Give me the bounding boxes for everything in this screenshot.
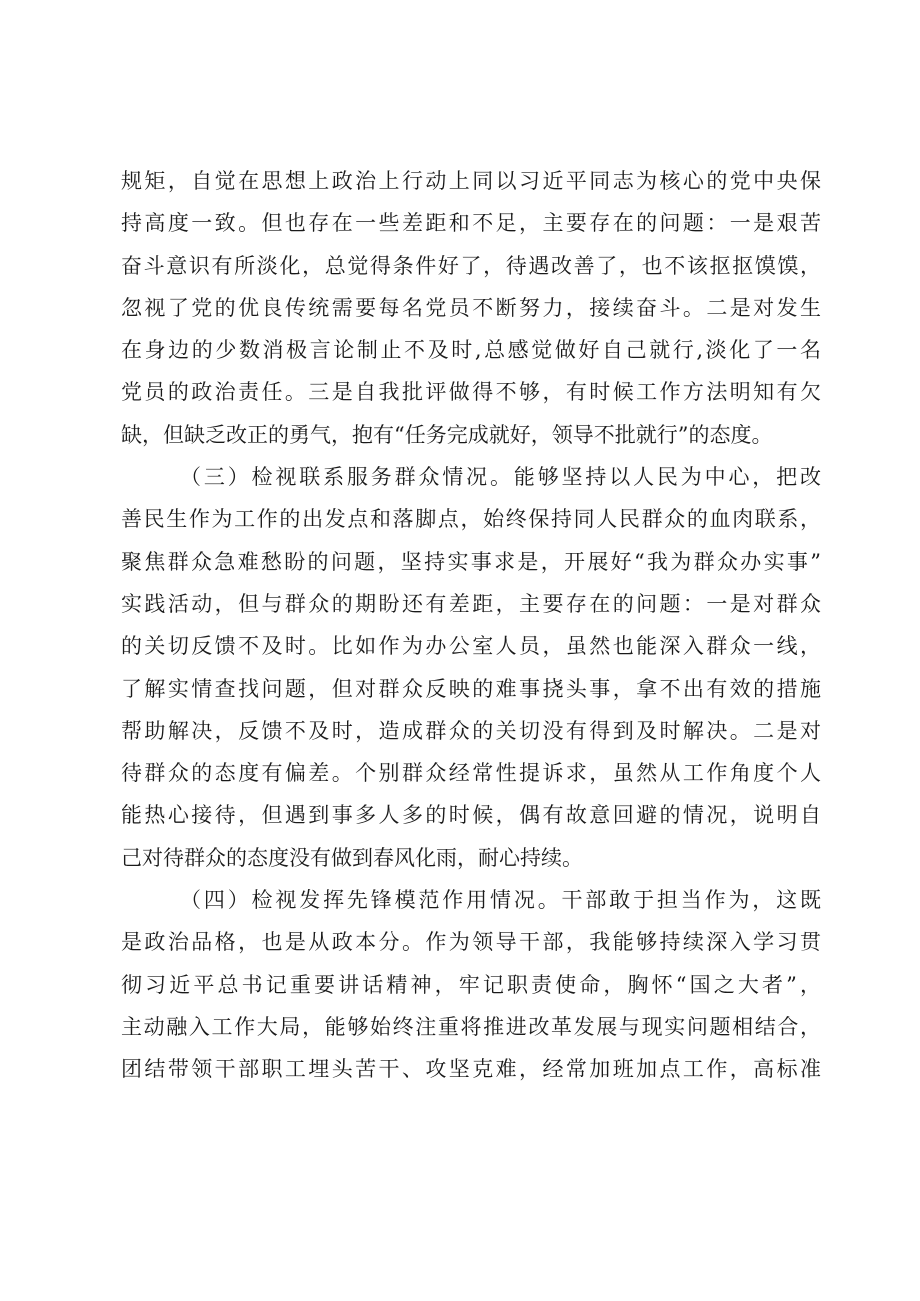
text-line: 能热心接待，但遇到事多人多的时候，偶有故意回避的情况，说明自 — [121, 803, 821, 828]
text-line: 己对待群众的态度没有做到春风化雨，耐心持续。 — [121, 845, 583, 870]
text-line: 党员的政治责任。三是自我批评做得不够，有时候工作方法明知有欠 — [121, 380, 821, 405]
section-heading-line: （四）检视发挥先锋模范作用情况。干部敢于担当作为，这既 — [180, 888, 821, 913]
text-line: 规矩，自觉在思想上政治上行动上同以习近平同志为核心的党中央保 — [121, 169, 821, 193]
document-body — [121, 160, 821, 1091]
text-line: 彻习近平总书记重要讲话精神，牢记职责使命，胸怀“国之大者”， — [121, 972, 821, 997]
text-line: 奋斗意识有所淡化，总觉得条件好了，待遇改善了，也不该抠抠馍馍， — [121, 253, 821, 278]
text-line: 实践活动，但与群众的期盼还有差距，主要存在的问题：一是对群众 — [121, 591, 821, 616]
section-heading-line: （三）检视联系服务群众情况。能够坚持以人民为中心，把改 — [180, 465, 821, 490]
text-line: 主动融入工作大局，能够始终注重将推进改革发展与现实问题相结合， — [121, 1014, 821, 1039]
text-line: 团结带领干部职工埋头苦干、攻坚克难，经常加班加点工作，高标准 — [121, 1057, 821, 1082]
text-line: 持高度一致。但也存在一些差距和不足，主要存在的问题：一是艰苦 — [121, 211, 821, 236]
text-line: 缺，但缺乏改正的勇气，抱有“任务完成就好，领导不批就行”的态度。 — [121, 422, 773, 447]
text-line: 的关切反馈不及时。比如作为办公室人员，虽然也能深入群众一线， — [121, 634, 821, 659]
text-line: 是政治品格，也是从政本分。作为领导干部，我能够持续深入学习贯 — [121, 930, 821, 955]
text-line: 忽视了党的优良传统需要每名党员不断努力，接续奋斗。二是对发生 — [121, 295, 821, 320]
text-line: 在身边的少数消极言论制止不及时,总感觉做好自己就行,淡化了一名 — [121, 338, 821, 363]
text-line: 待群众的态度有偏差。个别群众经常性提诉求，虽然从工作角度个人 — [121, 761, 821, 786]
text-line: 聚焦群众急难愁盼的问题，坚持实事求是，开展好“我为群众办实事” — [121, 549, 821, 574]
text-line: 帮助解决，反馈不及时，造成群众的关切没有得到及时解决。二是对 — [121, 718, 821, 743]
text-line: 了解实情查找问题，但对群众反映的难事挠头事，拿不出有效的措施 — [121, 676, 821, 701]
text-line: 善民生作为工作的出发点和落脚点，始终保持同人民群众的血肉联系， — [121, 507, 821, 532]
